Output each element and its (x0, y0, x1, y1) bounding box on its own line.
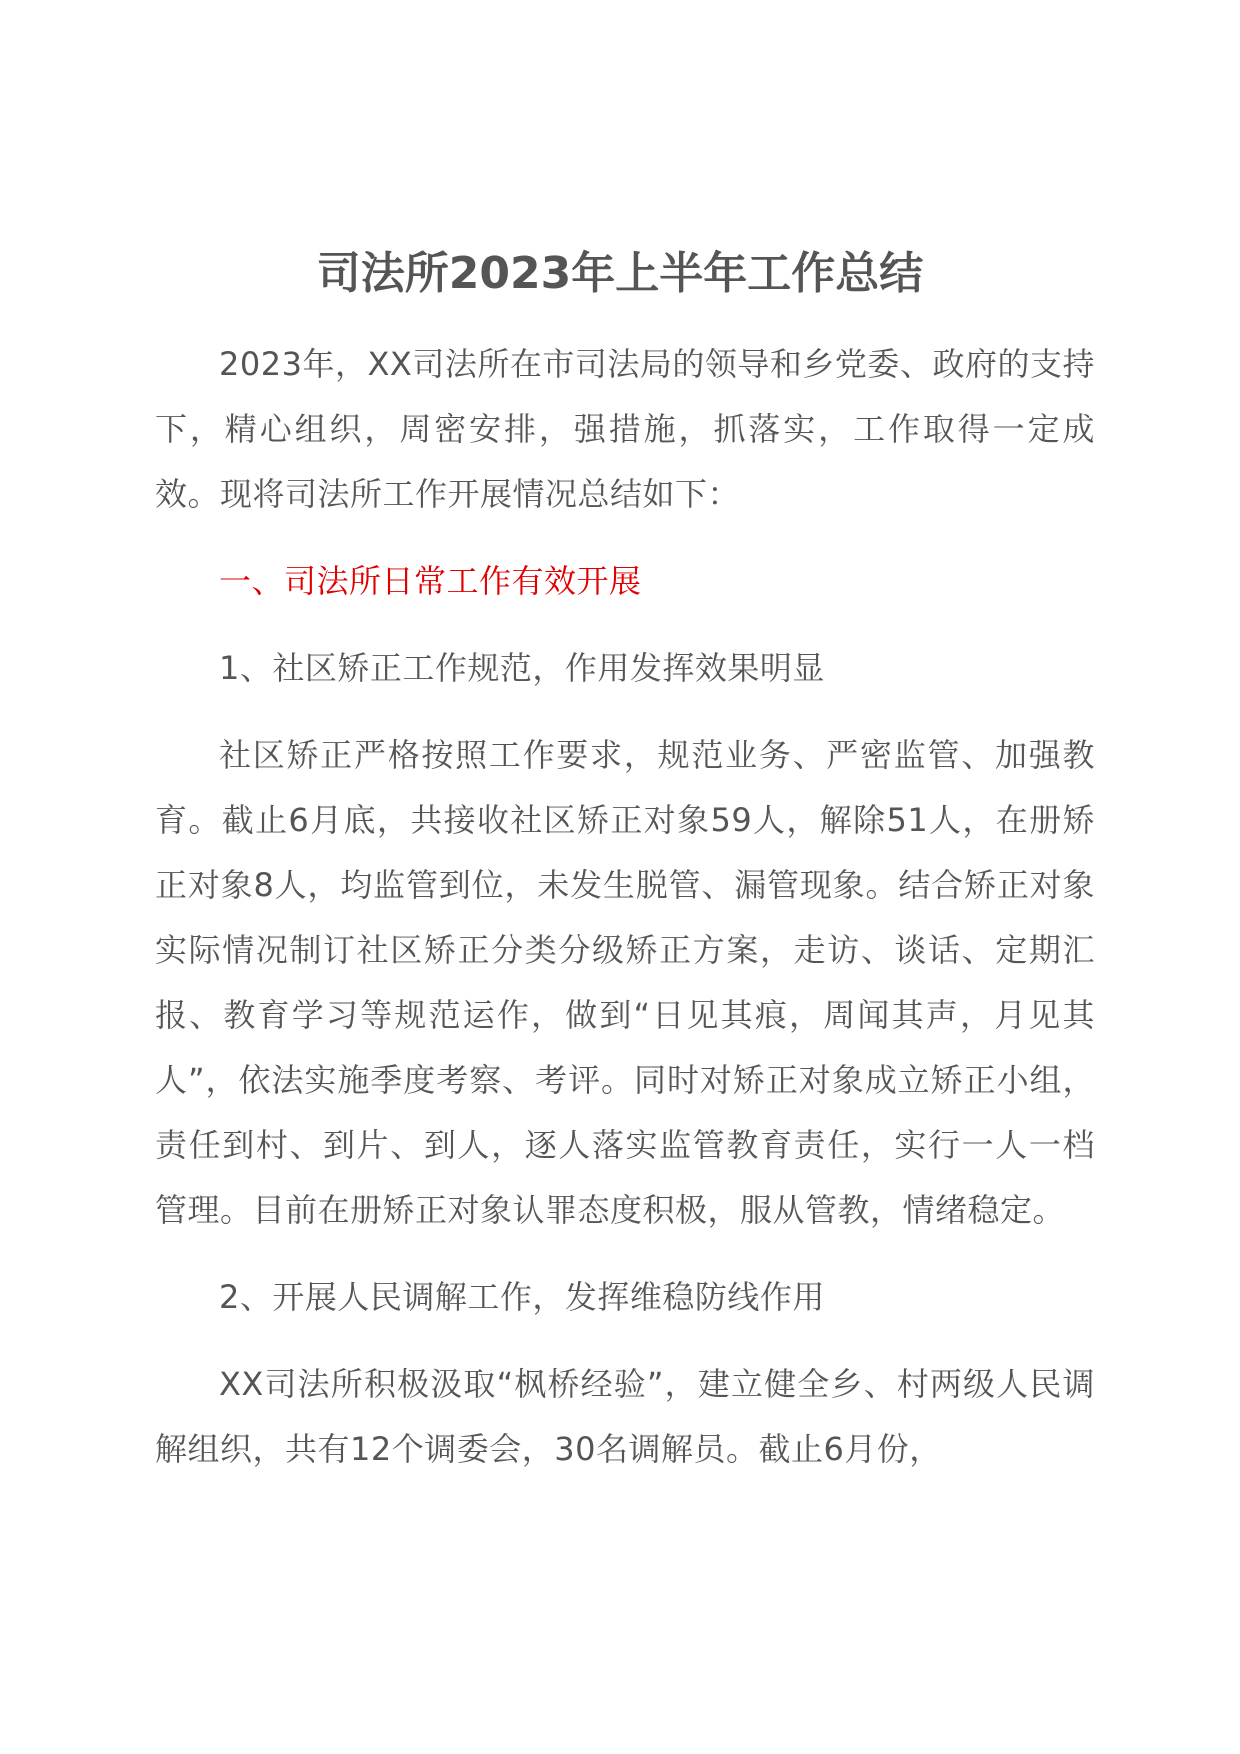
subheading-2: 2、开展人民调解工作，发挥维稳防线作用 (219, 1278, 825, 1316)
document-body (155, 332, 1095, 1482)
subheading-1: 1、社区矫正工作规范，作用发挥效果明显 (219, 649, 825, 687)
community-correction-paragraph: 社区矫正严格按照工作要求，规范业务、严密监管、加强教育。截止6月底，共接收社区矫正对象59人，解除51人，在册矫正对象8人，均监管到位，未发生脱管、漏管现象。结合矫正对象实际情况制订社区矫正分类分级矫正方案，走访、谈话、定期汇报、教育学习等规范运作，做到“日见其痕，周闻其声，月见其人”，依法实施季度考察、考评。同时对矫正对象成立矫正小组，责任到村、到片、到人，逐人落实监管教育责任，实行一人一档管理。目前在册矫正对象认罪态度积极，服从管教，情绪稳定。 (155, 736, 1095, 1229)
intro-paragraph: 2023年，XX司法所在市司法局的领导和乡党委、政府的支持下，精心组织，周密安排，强措施，抓落实，工作取得一定成效。现将司法所工作开展情况总结如下： (155, 345, 1095, 513)
mediation-paragraph: XX司法所积极汲取“枫桥经验”，建立健全乡、村两级人民调解组织，共有12个调委会，30名调解员。截止6月份， (155, 1365, 1095, 1468)
section-heading-1: 一、司法所日常工作有效开展 (219, 562, 642, 600)
document-title: 司法所2023年上半年工作总结 (316, 248, 924, 299)
